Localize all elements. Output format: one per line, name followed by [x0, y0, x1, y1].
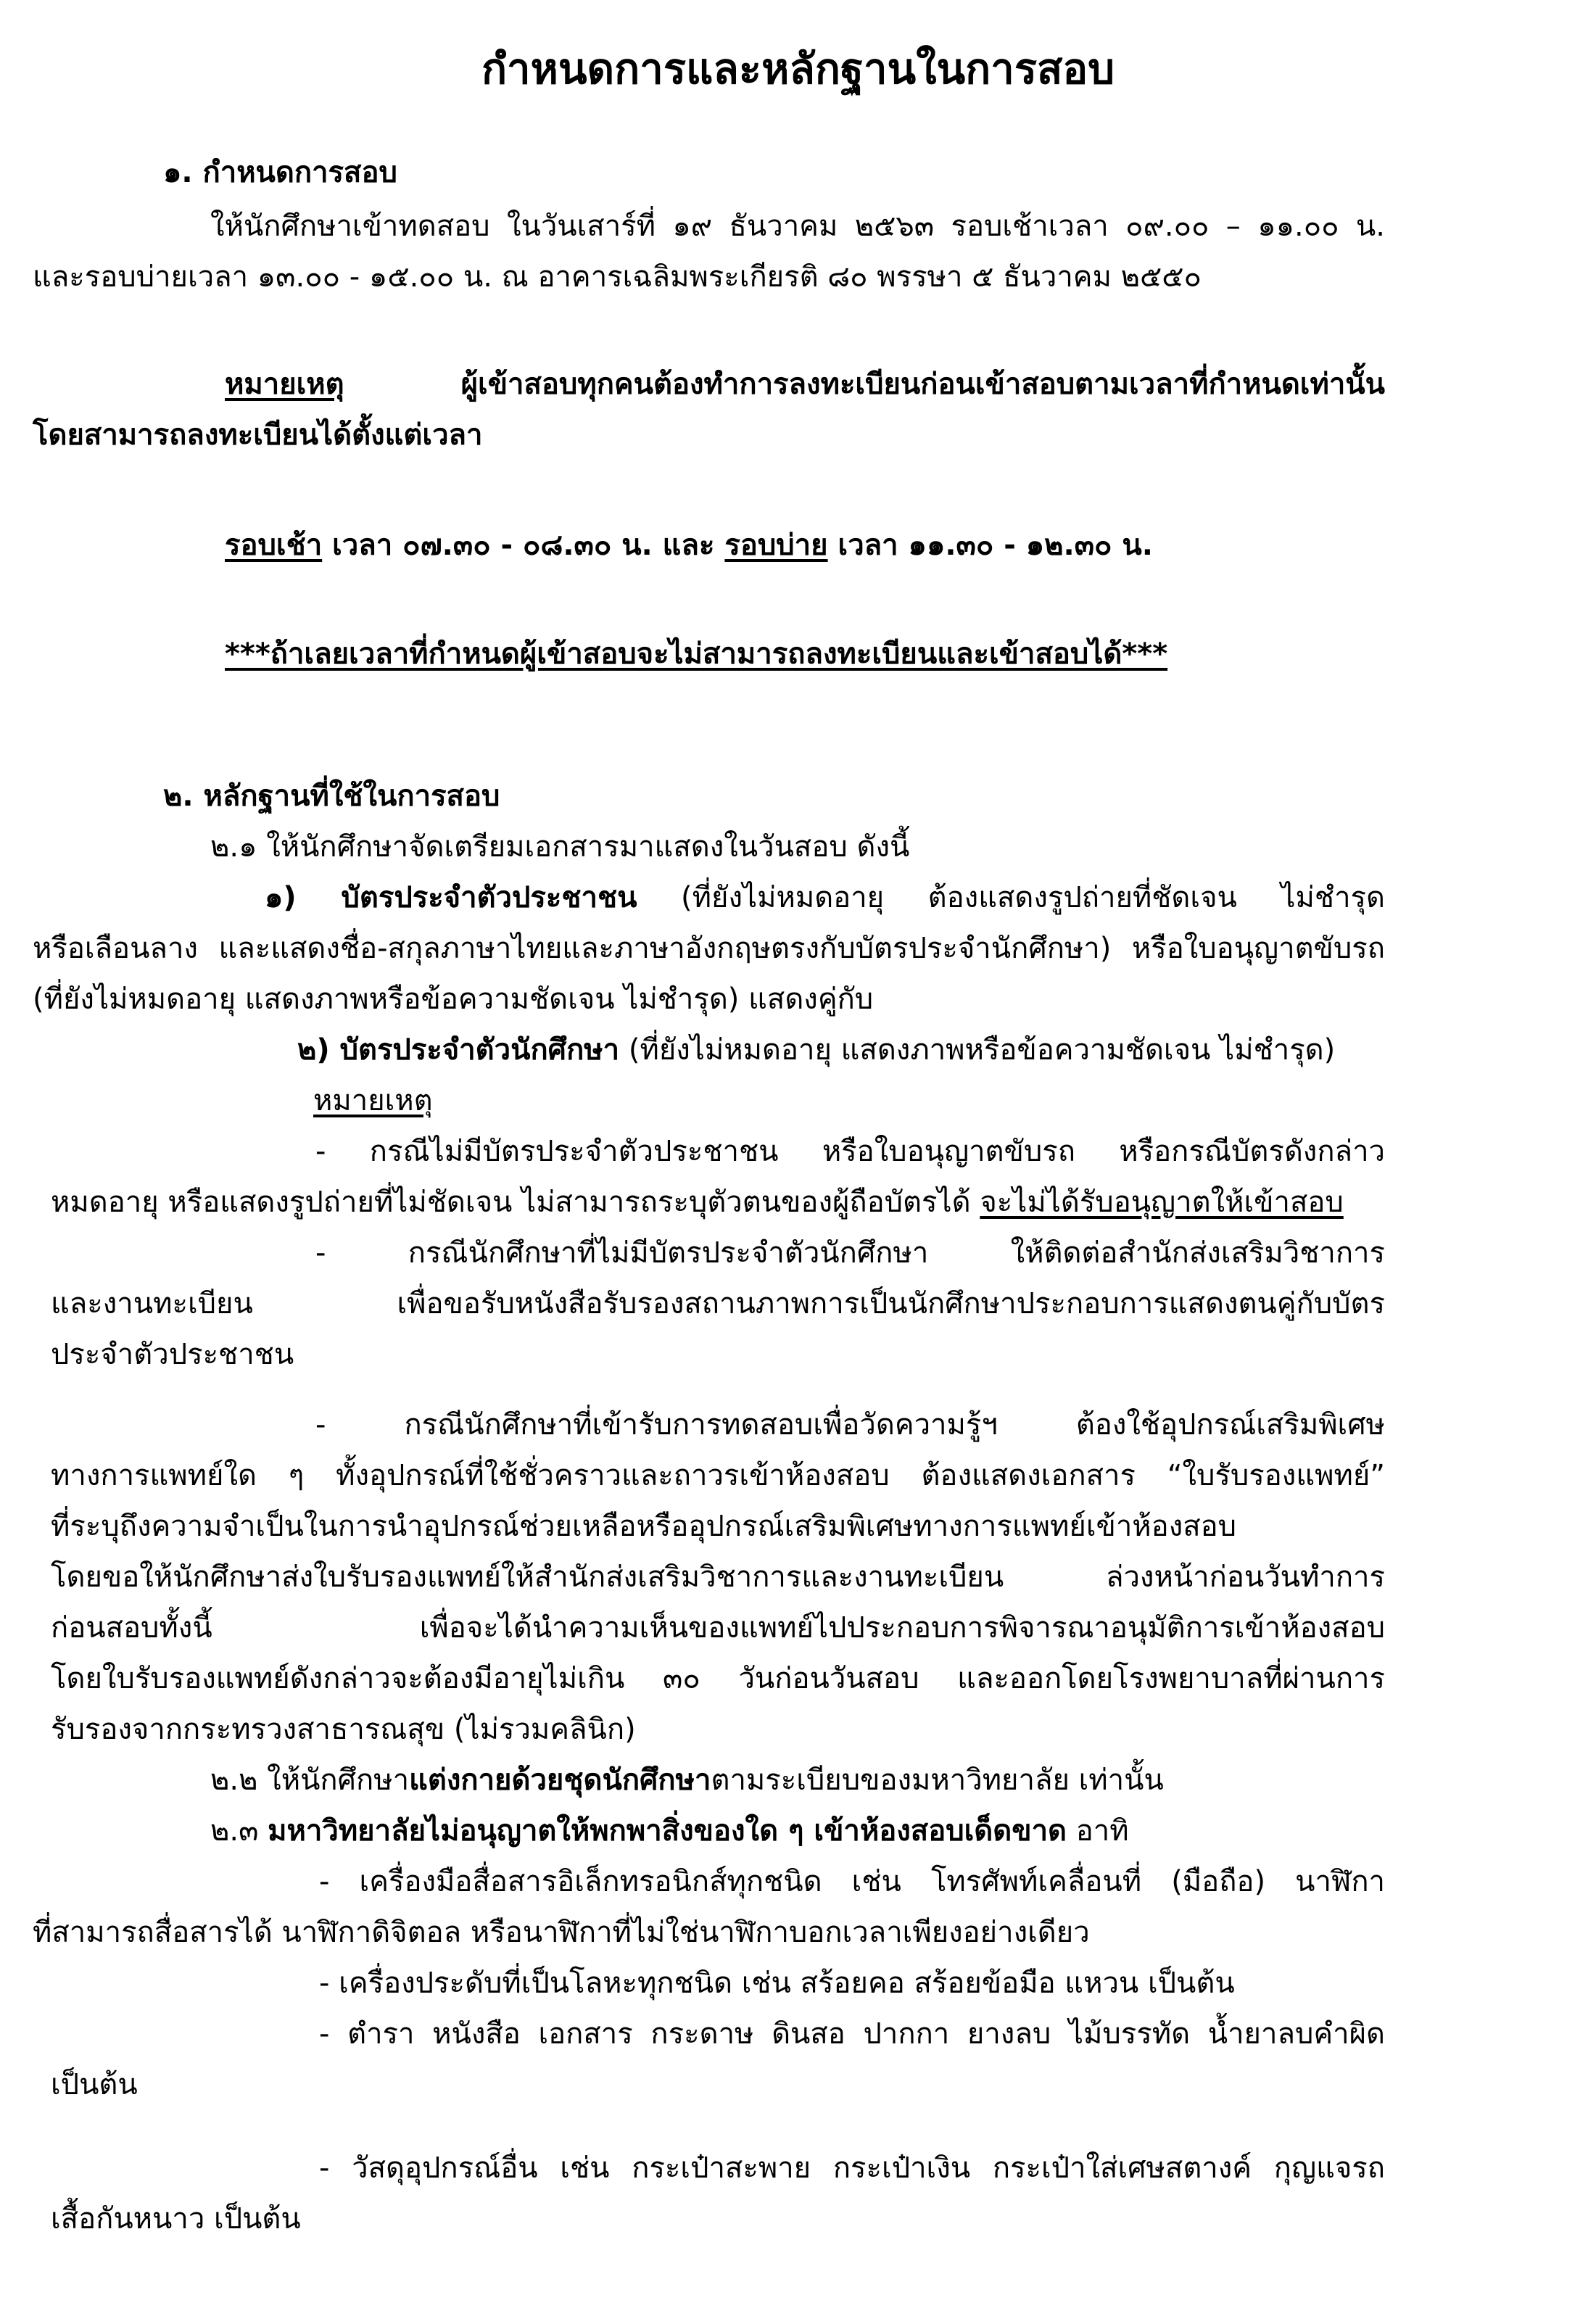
- morning-time: เวลา ๐๗.๓๐ - ๐๘.๓๐ น. และ: [332, 529, 715, 562]
- item-1-label: ๑) บัตรประจำตัวประชาชน: [265, 881, 637, 914]
- note-3-line-5: ก่อนสอบทั้งนี้ เพื่อจะได้นำความเห็นของแพทย์ไปประกอบการพิจารณาอนุมัติการเข้าห้องสอบ: [51, 1611, 1385, 1645]
- note-2-line-2: และงานทะเบียน เพื่อขอรับหนังสือรับรองสถานภาพการเป็นนักศึกษาประกอบการแสดงตนคู่กับบัตร: [51, 1287, 1385, 1320]
- note-1-not-permitted: จะไม่ได้รับอนุญาตให้เข้าสอบ: [980, 1186, 1344, 1219]
- item-2-text: (ที่ยังไม่หมดอายุ แสดงภาพหรือข้อความชัดเจน ไม่ชำรุด): [628, 1033, 1336, 1067]
- section-2-2: [210, 1758, 1164, 1802]
- note-1-line-1: - กรณีไม่มีบัตรประจำตัวประชาชน หรือใบอนุญาตขับรถ หรือกรณีบัตรดังกล่าว: [315, 1135, 1385, 1168]
- item-1-line-3: (ที่ยังไม่หมดอายุ แสดงภาพหรือข้อความชัดเจน ไม่ชำรุด) แสดงคู่กับ: [33, 983, 874, 1016]
- s22-prefix: ๒.๒ ให้นักศึกษา: [210, 1764, 410, 1797]
- section-2-note-label: หมายเหตุ: [313, 1084, 433, 1117]
- banned-4-line-1: - วัสดุอุปกรณ์อื่น เช่น กระเป๋าสะพาย กระเป๋าเงิน กระเป๋าใส่เศษสตางค์ กุญแจรถ: [319, 2151, 1385, 2185]
- item-1-line-2: หรือเลือนลาง และแสดงชื่อ-สกุลภาษาไทยและภาษาอังกฤษตรงกับบัตรประจำนักศึกษา) หรือใบอนุญาตขับรถ: [33, 932, 1385, 965]
- item-2-label: ๒) บัตรประจำตัวนักศึกษา: [297, 1033, 620, 1067]
- note-3-line-2: ทางการแพทย์ใด ๆ ทั้งอุปกรณ์ที่ใช้ชั่วคราวและถาวรเข้าห้องสอบ ต้องแสดงเอกสาร “ใบรับรองแพทย์”: [51, 1459, 1385, 1492]
- note-3-line-3: ที่ระบุถึงความจำเป็นในการนำอุปกรณ์ช่วยเหลือหรืออุปกรณ์เสริมพิเศษทางการแพทย์เข้าห้องสอบ: [51, 1510, 1237, 1543]
- item-1-line-1: [265, 876, 1385, 919]
- banned-4-line-2: เสื้อกันหนาว เป็นต้น: [51, 2202, 301, 2236]
- registration-note-line-2: โดยสามารถลงทะเบียนได้ตั้งแต่เวลา: [33, 418, 483, 452]
- registration-note-line-1: [225, 363, 1385, 406]
- section-2-heading: ๒. หลักฐานที่ใช้ในการสอบ: [163, 780, 500, 813]
- s23-number: ๒.๓: [210, 1814, 259, 1848]
- s22-suffix: ตามระเบียบของมหาวิทยาลัย เท่านั้น: [711, 1764, 1164, 1797]
- morning-label: รอบเช้า: [225, 529, 323, 562]
- page-title: กำหนดการและหลักฐานในการสอบ: [481, 44, 1115, 94]
- note-3-line-4: โดยขอให้นักศึกษาส่งใบรับรองแพทย์ให้สำนักส่งเสริมวิชาการและงานทะเบียน ล่วงหน้าก่อนวันทำการ: [51, 1560, 1385, 1594]
- banned-1-line-1: - เครื่องมือสื่อสารอิเล็กทรอนิกส์ทุกชนิด เช่น โทรศัพท์เคลื่อนที่ (มือถือ) นาฬิกา: [319, 1865, 1385, 1898]
- banned-1-line-2: ที่สามารถสื่อสารได้ นาฬิกาดิจิตอล หรือนาฬิกาที่ไม่ใช่นาฬิกาบอกเวลาเพียงอย่างเดียว: [33, 1916, 1090, 1949]
- note-3-line-7: รับรองจากกระทรวงสาธารณสุข (ไม่รวมคลินิก): [51, 1713, 636, 1746]
- section-1-heading: ๑. กำหนดการสอบ: [163, 156, 397, 189]
- item-1-text: (ที่ยังไม่หมดอายุ ต้องแสดงรูปถ่ายที่ชัดเจน ไม่ชำรุด: [681, 881, 1385, 914]
- s23-suffix: อาทิ: [1075, 1814, 1129, 1848]
- note-2-line-3: ประจำตัวประชาชน: [51, 1338, 294, 1371]
- afternoon-time: เวลา ๑๑.๓๐ - ๑๒.๓๐ น.: [838, 529, 1153, 562]
- registration-times: [225, 524, 1153, 567]
- schedule-line-2: และรอบบ่ายเวลา ๑๓.๐๐ - ๑๕.๐๐ น. ณ อาคารเฉลิมพระเกียรติ ๘๐ พรรษา ๕ ธันวาคม ๒๕๕๐: [33, 260, 1202, 294]
- s22-dress-code: แต่งกายด้วยชุดนักศึกษา: [409, 1764, 711, 1797]
- note-label: หมายเหตุ: [225, 368, 344, 401]
- note-3-line-6: โดยใบรับรองแพทย์ดังกล่าวจะต้องมีอายุไม่เกิน ๓๐ วันก่อนวันสอบ และออกโดยโรงพยาบาลที่ผ่านการ: [51, 1662, 1385, 1695]
- banned-2: - เครื่องประดับที่เป็นโลหะทุกชนิด เช่น สร้อยคอ สร้อยข้อมือ แหวน เป็นต้น: [319, 1967, 1235, 2000]
- afternoon-label: รอบบ่าย: [724, 529, 828, 562]
- note-text: ผู้เข้าสอบทุกคนต้องทำการลงทะเบียนก่อนเข้าสอบตามเวลาที่กำหนดเท่านั้น: [460, 368, 1385, 401]
- section-2-3: [210, 1809, 1129, 1853]
- s23-prohibition: มหาวิทยาลัยไม่อนุญาตให้พกพาสิ่งของใด ๆ เข้าห้องสอบเด็ดขาด: [268, 1814, 1067, 1848]
- note-3-line-1: - กรณีนักศึกษาที่เข้ารับการทดสอบเพื่อวัดความรู้ฯ ต้องใช้อุปกรณ์เสริมพิเศษ: [315, 1408, 1385, 1442]
- banned-3-line-1: - ตำรา หนังสือ เอกสาร กระดาษ ดินสอ ปากกา ยางลบ ไม้บรรทัด น้ำยาลบคำผิด: [319, 2017, 1385, 2051]
- late-warning: ***ถ้าเลยเวลาที่กำหนดผู้เข้าสอบจะไม่สามารถลงทะเบียนและเข้าสอบได้***: [225, 637, 1168, 671]
- section-2-1: ๒.๑ ให้นักศึกษาจัดเตรียมเอกสารมาแสดงในวันสอบ ดังนี้: [210, 830, 910, 864]
- schedule-line-1: ให้นักศึกษาเข้าทดสอบ ในวันเสาร์ที่ ๑๙ ธันวาคม ๒๕๖๓ รอบเช้าเวลา ๐๙.๐๐ – ๑๑.๐๐ น.: [210, 210, 1385, 243]
- note-1-line-2: [51, 1181, 1344, 1224]
- note-1-text: หมดอายุ หรือแสดงรูปถ่ายที่ไม่ชัดเจน ไม่สามารถระบุตัวตนของผู้ถือบัตรได้: [51, 1186, 971, 1219]
- note-2-line-1: - กรณีนักศึกษาที่ไม่มีบัตรประจำตัวนักศึกษา ให้ติดต่อสำนักส่งเสริมวิชาการ: [315, 1236, 1385, 1270]
- banned-3-line-2: เป็นต้น: [51, 2068, 138, 2101]
- item-2-line: [297, 1028, 1335, 1072]
